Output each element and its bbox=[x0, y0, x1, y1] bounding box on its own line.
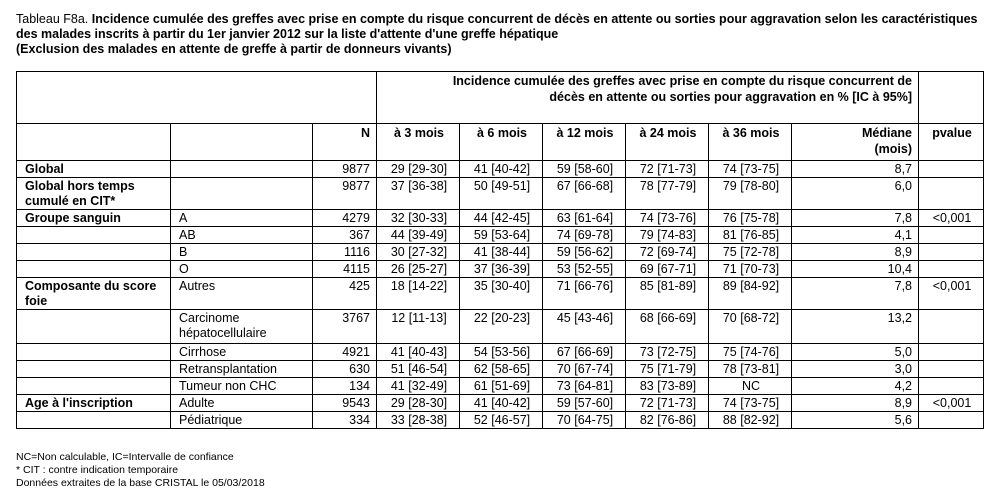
row-group-label bbox=[17, 378, 171, 395]
header-empty-cell bbox=[919, 72, 984, 124]
m3-cell: 26 [25-27] bbox=[377, 261, 460, 278]
pvalue-cell bbox=[919, 412, 984, 429]
row-subgroup-label: A bbox=[171, 210, 313, 227]
row-group-label bbox=[17, 261, 171, 278]
m36-cell: 70 [68-72] bbox=[709, 310, 792, 344]
caption-text: Incidence cumulée des greffes avec prise en compte du risque concurrent de décès en attente ou sorties pour aggravation selon les caractéristiques des malades inscrits à partir du 1er janvier 2012 sur la liste d'attente d'une greffe hépatique bbox=[16, 12, 978, 41]
median-cell: 5,0 bbox=[792, 344, 919, 361]
table-row bbox=[17, 378, 984, 395]
m6-cell: 41 [38-44] bbox=[460, 244, 543, 261]
caption-subtitle: (Exclusion des malades en attente de greffe à partir de donneurs vivants) bbox=[16, 42, 452, 56]
m3-cell: 33 [28-38] bbox=[377, 412, 460, 429]
row-subgroup-label: Autres bbox=[171, 278, 313, 310]
m12-cell: 45 [43-46] bbox=[543, 310, 626, 344]
m3-cell: 12 [11-13] bbox=[377, 310, 460, 344]
m12-cell: 73 [64-81] bbox=[543, 378, 626, 395]
header-36-months: à 36 mois bbox=[709, 124, 792, 161]
pvalue-cell: <0,001 bbox=[919, 278, 984, 310]
row-group-label bbox=[17, 310, 171, 344]
m6-cell: 37 [36-39] bbox=[460, 261, 543, 278]
row-group-label: Groupe sanguin bbox=[17, 210, 171, 227]
m24-cell: 73 [72-75] bbox=[626, 344, 709, 361]
m24-cell: 78 [77-79] bbox=[626, 178, 709, 210]
table-row bbox=[17, 344, 984, 361]
m12-cell: 71 [66-76] bbox=[543, 278, 626, 310]
table-notes bbox=[16, 451, 265, 490]
pvalue-cell bbox=[919, 261, 984, 278]
header-empty-cell bbox=[17, 72, 377, 124]
note-cit: * CIT : contre indication temporaire bbox=[16, 464, 179, 476]
m3-cell: 29 [28-30] bbox=[377, 395, 460, 412]
header-empty-cell bbox=[171, 124, 313, 161]
m36-cell: 75 [72-78] bbox=[709, 244, 792, 261]
m24-cell: 83 [73-89] bbox=[626, 378, 709, 395]
header-3-months: à 3 mois bbox=[377, 124, 460, 161]
header-pvalue: pvalue bbox=[919, 124, 984, 161]
m12-cell: 53 [52-55] bbox=[543, 261, 626, 278]
median-cell: 10,4 bbox=[792, 261, 919, 278]
row-subgroup-label: Retransplantation bbox=[171, 361, 313, 378]
m12-cell: 63 [61-64] bbox=[543, 210, 626, 227]
incidence-table bbox=[16, 71, 984, 429]
m12-cell: 67 [66-69] bbox=[543, 344, 626, 361]
row-group-label bbox=[17, 344, 171, 361]
m3-cell: 37 [36-38] bbox=[377, 178, 460, 210]
pvalue-cell bbox=[919, 178, 984, 210]
m36-cell: 75 [74-76] bbox=[709, 344, 792, 361]
m24-cell: 75 [71-79] bbox=[626, 361, 709, 378]
n-cell: 9877 bbox=[313, 161, 377, 178]
m12-cell: 59 [57-60] bbox=[543, 395, 626, 412]
table-row bbox=[17, 210, 984, 227]
caption-label: Tableau F8a. bbox=[16, 12, 89, 26]
table-row bbox=[17, 178, 984, 210]
row-group-label: Composante du score foie bbox=[17, 278, 171, 310]
m3-cell: 30 [27-32] bbox=[377, 244, 460, 261]
note-source: Données extraites de la base CRISTAL le 05/03/2018 bbox=[16, 477, 265, 489]
m3-cell: 32 [30-33] bbox=[377, 210, 460, 227]
median-cell: 13,2 bbox=[792, 310, 919, 344]
pvalue-cell bbox=[919, 244, 984, 261]
m24-cell: 69 [67-71] bbox=[626, 261, 709, 278]
median-cell: 8,9 bbox=[792, 244, 919, 261]
m36-cell: 78 [73-81] bbox=[709, 361, 792, 378]
m6-cell: 61 [51-69] bbox=[460, 378, 543, 395]
header-median: Médiane (mois) bbox=[792, 124, 919, 161]
m24-cell: 79 [74-83] bbox=[626, 227, 709, 244]
row-subgroup-label: Cirrhose bbox=[171, 344, 313, 361]
m6-cell: 35 [30-40] bbox=[460, 278, 543, 310]
m6-cell: 52 [46-57] bbox=[460, 412, 543, 429]
m12-cell: 67 [66-68] bbox=[543, 178, 626, 210]
m36-cell: NC bbox=[709, 378, 792, 395]
table-row bbox=[17, 395, 984, 412]
header-empty-cell bbox=[17, 124, 171, 161]
row-subgroup-label: Pédiatrique bbox=[171, 412, 313, 429]
m24-cell: 72 [71-73] bbox=[626, 161, 709, 178]
row-group-label: Global hors temps cumulé en CIT* bbox=[17, 178, 171, 210]
row-subgroup-label bbox=[171, 161, 313, 178]
n-cell: 134 bbox=[313, 378, 377, 395]
m3-cell: 18 [14-22] bbox=[377, 278, 460, 310]
m3-cell: 41 [40-43] bbox=[377, 344, 460, 361]
m3-cell: 29 [29-30] bbox=[377, 161, 460, 178]
m12-cell: 70 [64-75] bbox=[543, 412, 626, 429]
n-cell: 334 bbox=[313, 412, 377, 429]
m12-cell: 59 [58-60] bbox=[543, 161, 626, 178]
row-subgroup-label: Adulte bbox=[171, 395, 313, 412]
header-row-columns bbox=[17, 124, 984, 161]
m3-cell: 44 [39-49] bbox=[377, 227, 460, 244]
median-cell: 4,1 bbox=[792, 227, 919, 244]
m6-cell: 62 [58-65] bbox=[460, 361, 543, 378]
n-cell: 3767 bbox=[313, 310, 377, 344]
pvalue-cell bbox=[919, 344, 984, 361]
median-cell: 8,9 bbox=[792, 395, 919, 412]
m24-cell: 74 [73-76] bbox=[626, 210, 709, 227]
m24-cell: 82 [76-86] bbox=[626, 412, 709, 429]
median-cell: 5,6 bbox=[792, 412, 919, 429]
row-group-label: Global bbox=[17, 161, 171, 178]
median-cell: 6,0 bbox=[792, 178, 919, 210]
n-cell: 4279 bbox=[313, 210, 377, 227]
header-24-months: à 24 mois bbox=[626, 124, 709, 161]
table-row bbox=[17, 361, 984, 378]
pvalue-cell: <0,001 bbox=[919, 395, 984, 412]
row-group-label bbox=[17, 244, 171, 261]
n-cell: 9543 bbox=[313, 395, 377, 412]
m12-cell: 70 [67-74] bbox=[543, 361, 626, 378]
m12-cell: 59 [56-62] bbox=[543, 244, 626, 261]
m3-cell: 51 [46-54] bbox=[377, 361, 460, 378]
note-abbreviations: NC=Non calculable, IC=Intervalle de confiance bbox=[16, 451, 234, 463]
m6-cell: 44 [42-45] bbox=[460, 210, 543, 227]
pvalue-cell: <0,001 bbox=[919, 210, 984, 227]
row-subgroup-label: O bbox=[171, 261, 313, 278]
m6-cell: 59 [53-64] bbox=[460, 227, 543, 244]
n-cell: 1116 bbox=[313, 244, 377, 261]
m6-cell: 50 [49-51] bbox=[460, 178, 543, 210]
row-subgroup-label bbox=[171, 178, 313, 210]
table-caption bbox=[16, 12, 991, 57]
table-row bbox=[17, 244, 984, 261]
row-group-label: Age à l'inscription bbox=[17, 395, 171, 412]
table-row bbox=[17, 227, 984, 244]
median-cell: 4,2 bbox=[792, 378, 919, 395]
m24-cell: 72 [69-74] bbox=[626, 244, 709, 261]
m12-cell: 74 [69-78] bbox=[543, 227, 626, 244]
m36-cell: 74 [73-75] bbox=[709, 395, 792, 412]
row-group-label bbox=[17, 412, 171, 429]
m6-cell: 54 [53-56] bbox=[460, 344, 543, 361]
m24-cell: 72 [71-73] bbox=[626, 395, 709, 412]
pvalue-cell bbox=[919, 378, 984, 395]
header-12-months: à 12 mois bbox=[543, 124, 626, 161]
pvalue-cell bbox=[919, 361, 984, 378]
median-cell: 3,0 bbox=[792, 361, 919, 378]
m36-cell: 79 [78-80] bbox=[709, 178, 792, 210]
median-cell: 8,7 bbox=[792, 161, 919, 178]
n-cell: 4115 bbox=[313, 261, 377, 278]
row-group-label bbox=[17, 227, 171, 244]
m6-cell: 22 [20-23] bbox=[460, 310, 543, 344]
m36-cell: 76 [75-78] bbox=[709, 210, 792, 227]
pvalue-cell bbox=[919, 161, 984, 178]
m3-cell: 41 [32-49] bbox=[377, 378, 460, 395]
row-group-label bbox=[17, 361, 171, 378]
m36-cell: 89 [84-92] bbox=[709, 278, 792, 310]
m24-cell: 85 [81-89] bbox=[626, 278, 709, 310]
table-row bbox=[17, 278, 984, 310]
m6-cell: 41 [40-42] bbox=[460, 395, 543, 412]
m36-cell: 81 [76-85] bbox=[709, 227, 792, 244]
table-row bbox=[17, 161, 984, 178]
n-cell: 425 bbox=[313, 278, 377, 310]
table-row bbox=[17, 310, 984, 344]
n-cell: 630 bbox=[313, 361, 377, 378]
header-6-months: à 6 mois bbox=[460, 124, 543, 161]
header-group-title: Incidence cumulée des greffes avec prise en compte du risque concurrent de décès en attente ou sorties pour aggravation en % [IC à 95%] bbox=[377, 72, 919, 124]
n-cell: 9877 bbox=[313, 178, 377, 210]
m36-cell: 71 [70-73] bbox=[709, 261, 792, 278]
header-n: N bbox=[313, 124, 377, 161]
pvalue-cell bbox=[919, 227, 984, 244]
table-row bbox=[17, 412, 984, 429]
m36-cell: 88 [82-92] bbox=[709, 412, 792, 429]
row-subgroup-label: AB bbox=[171, 227, 313, 244]
m6-cell: 41 [40-42] bbox=[460, 161, 543, 178]
row-subgroup-label: Tumeur non CHC bbox=[171, 378, 313, 395]
pvalue-cell bbox=[919, 310, 984, 344]
n-cell: 367 bbox=[313, 227, 377, 244]
m24-cell: 68 [66-69] bbox=[626, 310, 709, 344]
header-row-group bbox=[17, 72, 984, 124]
row-subgroup-label: B bbox=[171, 244, 313, 261]
m36-cell: 74 [73-75] bbox=[709, 161, 792, 178]
median-cell: 7,8 bbox=[792, 278, 919, 310]
table-row bbox=[17, 261, 984, 278]
n-cell: 4921 bbox=[313, 344, 377, 361]
row-subgroup-label: Carcinome hépatocellulaire bbox=[171, 310, 313, 344]
median-cell: 7,8 bbox=[792, 210, 919, 227]
